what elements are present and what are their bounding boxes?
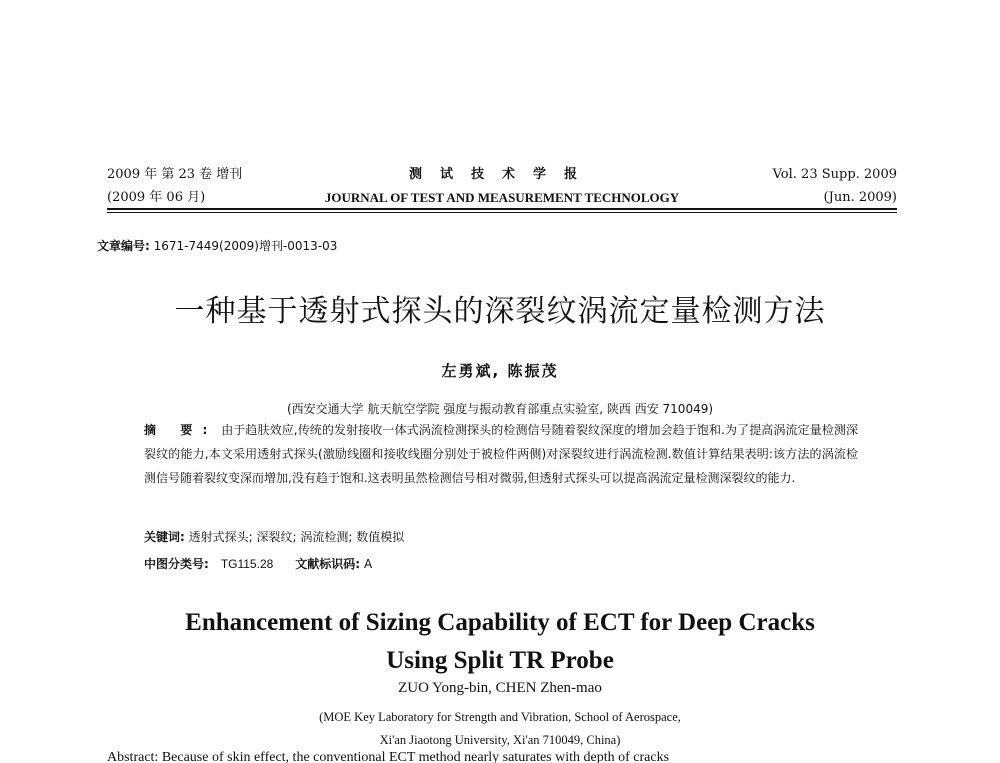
journal-name-en: JOURNAL OF TEST AND MEASUREMENT TECHNOLOGY (324, 190, 680, 205)
paper-title-en-line-1: Enhancement of Sizing Capability of ECT for Deep Cracks (185, 609, 815, 636)
affiliation-en (0, 706, 1000, 752)
article-number-label: 文章编号: (97, 239, 150, 253)
affiliation-cn: (西安交通大学 航天航空学院 强度与振动教育部重点实验室, 陕西 西安 710049) (286, 402, 714, 416)
authors-cn: 左勇斌, 陈振茂 (441, 362, 559, 380)
issue-date-en: (Jun. 2009) (823, 190, 897, 205)
paper-title-en (0, 604, 1000, 680)
article-number-value: 1671-7449(2009)增刊-0013-03 (153, 239, 338, 253)
abstract-en-cutoff: Abstract: Because of skin effect, the conventional ECT method nearly saturates with depth of cracks (107, 751, 670, 763)
keywords-cn (144, 528, 404, 545)
keywords-label: 关键词: (144, 530, 185, 544)
paper-title-en-line-2: Using Split TR Probe (386, 647, 614, 674)
paper-title-cn: 一种基于透射式探头的深裂纹涡流定量检测方法 (174, 294, 826, 329)
article-number (97, 237, 337, 254)
clc-label: 中图分类号: (144, 557, 209, 571)
header-rule-thick (107, 208, 897, 210)
doc-code-value: A (363, 557, 373, 571)
volume-info-en: Vol. 23 Supp. 2009 (772, 167, 897, 182)
clc-value: TG115.28 (220, 557, 274, 571)
doc-code-label: 文献标识码: (295, 557, 361, 571)
affiliation-en-line-1: (MOE Key Laboratory for Strength and Vibration, School of Aerospace, (319, 710, 681, 724)
keywords-text: 透射式探头; 深裂纹; 涡流检测; 数值模拟 (188, 530, 405, 544)
journal-name-cn: 测试技术学报 (408, 167, 595, 182)
abstract-cn (144, 418, 858, 490)
classification-line (144, 555, 372, 572)
issue-info-cn: 2009 年 第 23 卷 增刊 (107, 167, 243, 182)
issue-date-cn: (2009 年 06 月) (107, 190, 206, 205)
abstract-label: 摘 要: (144, 423, 218, 437)
authors-en: ZUO Yong-bin, CHEN Zhen-mao (398, 680, 602, 696)
affiliation-en-line-2: Xi'an Jiaotong University, Xi'an 710049, China) (379, 733, 621, 747)
abstract-text: 由于趋肤效应,传统的发射接收一体式涡流检测探头的检测信号随着裂纹深度的增加会趋于饱和.为了提高涡流定量检测深裂纹的能力,本文采用透射式探头(激励线圈和接收线圈分别处于被检件两侧)对深裂纹进行涡流检测.数值计算结果表明:该方法的涡流检测信号随着裂纹变深而增加,没有趋于饱和.这表明虽然检测信号相对微弱,但透射式探头可以提高涡流定量检测深裂纹的能力. (144, 423, 858, 485)
header-rule-thin (107, 212, 897, 213)
